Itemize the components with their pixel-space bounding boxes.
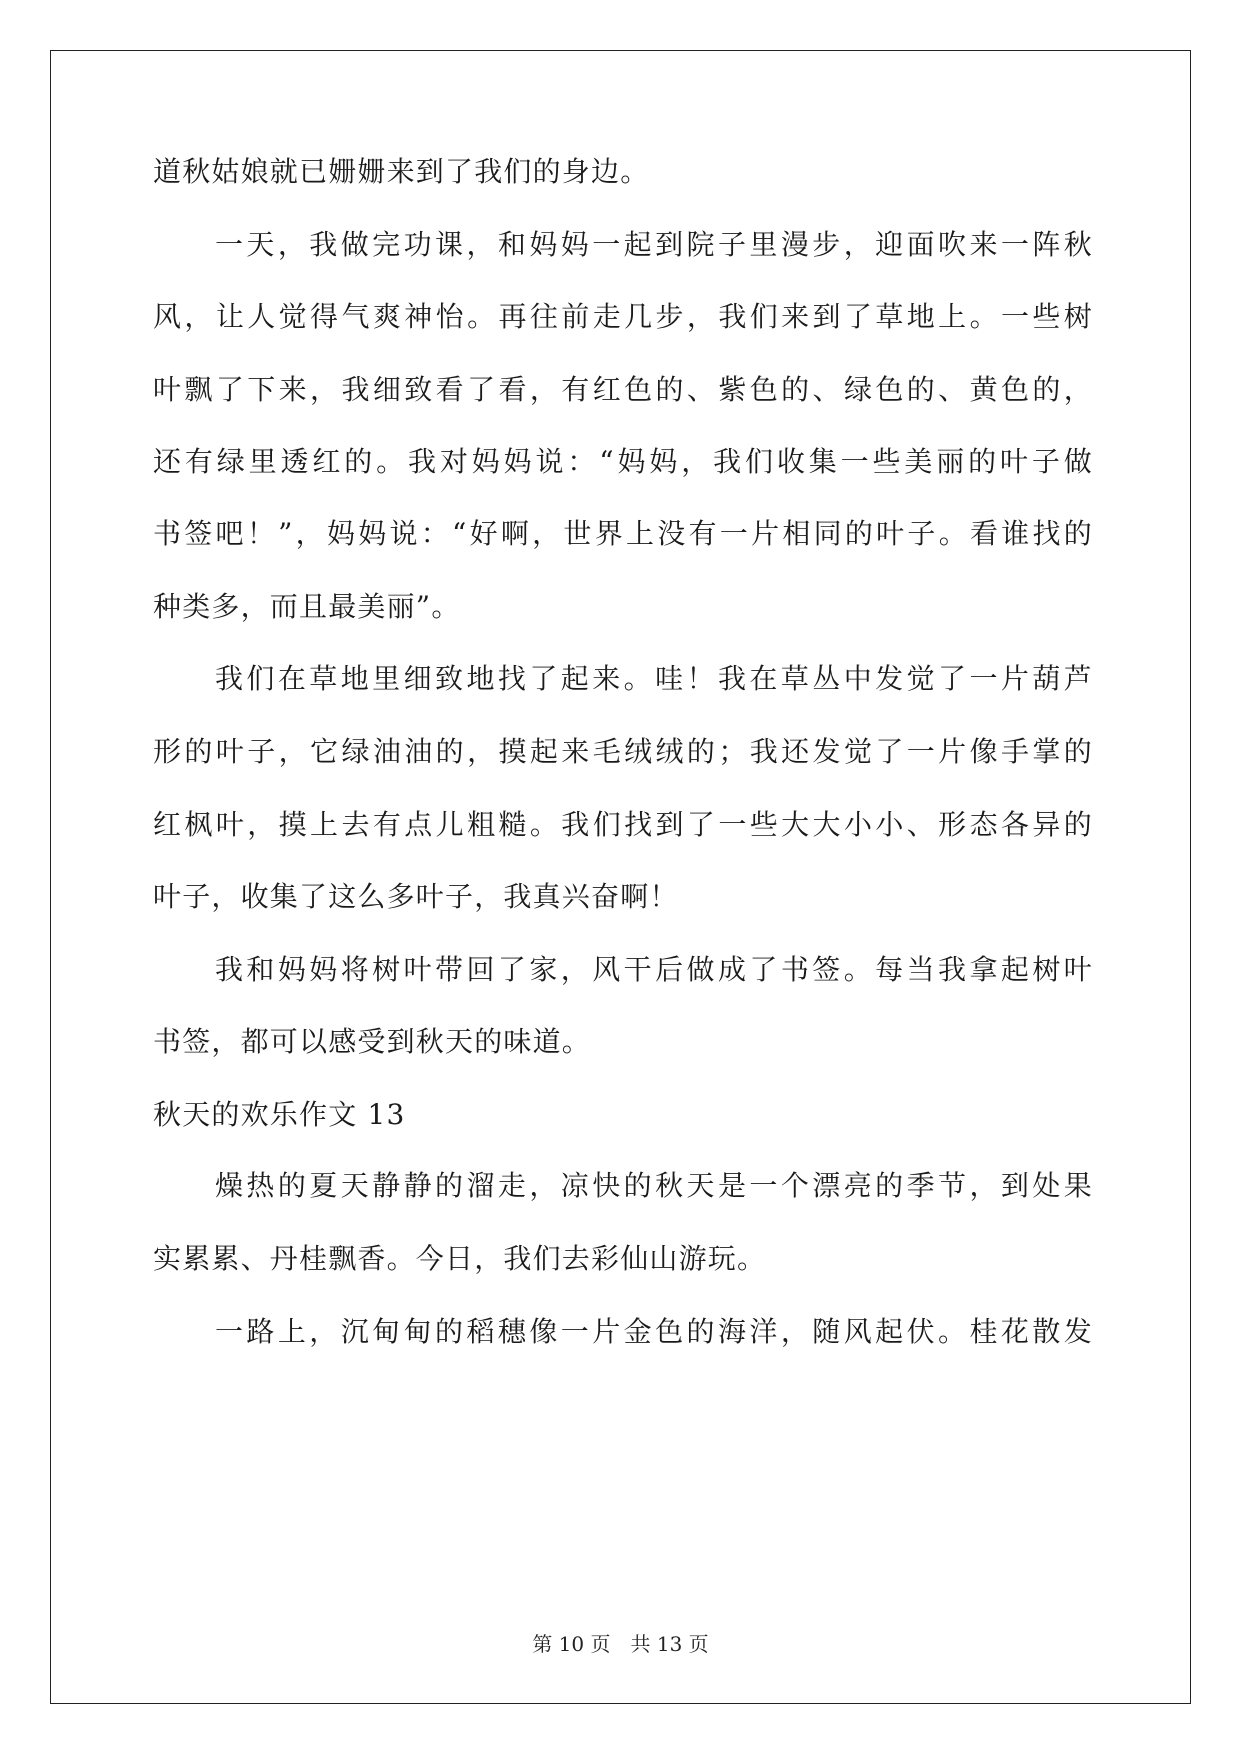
paragraph-line: 我和妈妈将树叶带回了家，风干后做成了书签。每当我拿起树叶: [215, 953, 1093, 986]
paragraph-line: 种类多，而且最美丽”。: [153, 590, 461, 623]
paragraph-line: 燥热的夏天静静的溜走，凉快的秋天是一个漂亮的季节，到处果: [215, 1169, 1093, 1202]
section-title: 秋天的欢乐作文 13: [153, 1098, 406, 1131]
paragraph-line: 我们在草地里细致地找了起来。哇！我在草丛中发觉了一片葫芦: [215, 662, 1093, 695]
page-number-footer: 第 10 页 共 13 页: [532, 1632, 709, 1656]
paragraph-line: 实累累、丹桂飘香。今日，我们去彩仙山游玩。: [153, 1242, 767, 1275]
paragraph-line: 书签吧！”，妈妈说：“好啊，世界上没有一片相同的叶子。看谁找的: [153, 517, 1093, 550]
text-line: 道秋姑娘就已姗姗来到了我们的身边。: [153, 155, 650, 188]
paragraph-line: 形的叶子，它绿油油的，摸起来毛绒绒的；我还发觉了一片像手掌的: [153, 735, 1093, 768]
paragraph-line: 叶子，收集了这么多叶子，我真兴奋啊！: [153, 880, 679, 913]
paragraph-line: 一天，我做完功课，和妈妈一起到院子里漫步，迎面吹来一阵秋: [215, 228, 1093, 261]
paragraph-line: 一路上，沉甸甸的稻穗像一片金色的海洋，随风起伏。桂花散发: [215, 1315, 1093, 1348]
paragraph-line: 还有绿里透红的。我对妈妈说：“妈妈，我们收集一些美丽的叶子做: [153, 445, 1093, 478]
paragraph-line: 书签，都可以感受到秋天的味道。: [153, 1025, 592, 1058]
paragraph-line: 红枫叶，摸上去有点儿粗糙。我们找到了一些大大小小、形态各异的: [153, 808, 1093, 841]
paragraph-line: 风，让人觉得气爽神怡。再往前走几步，我们来到了草地上。一些树: [153, 300, 1093, 333]
paragraph-line: 叶飘了下来，我细致看了看，有红色的、紫色的、绿色的、黄色的，: [153, 373, 1093, 406]
